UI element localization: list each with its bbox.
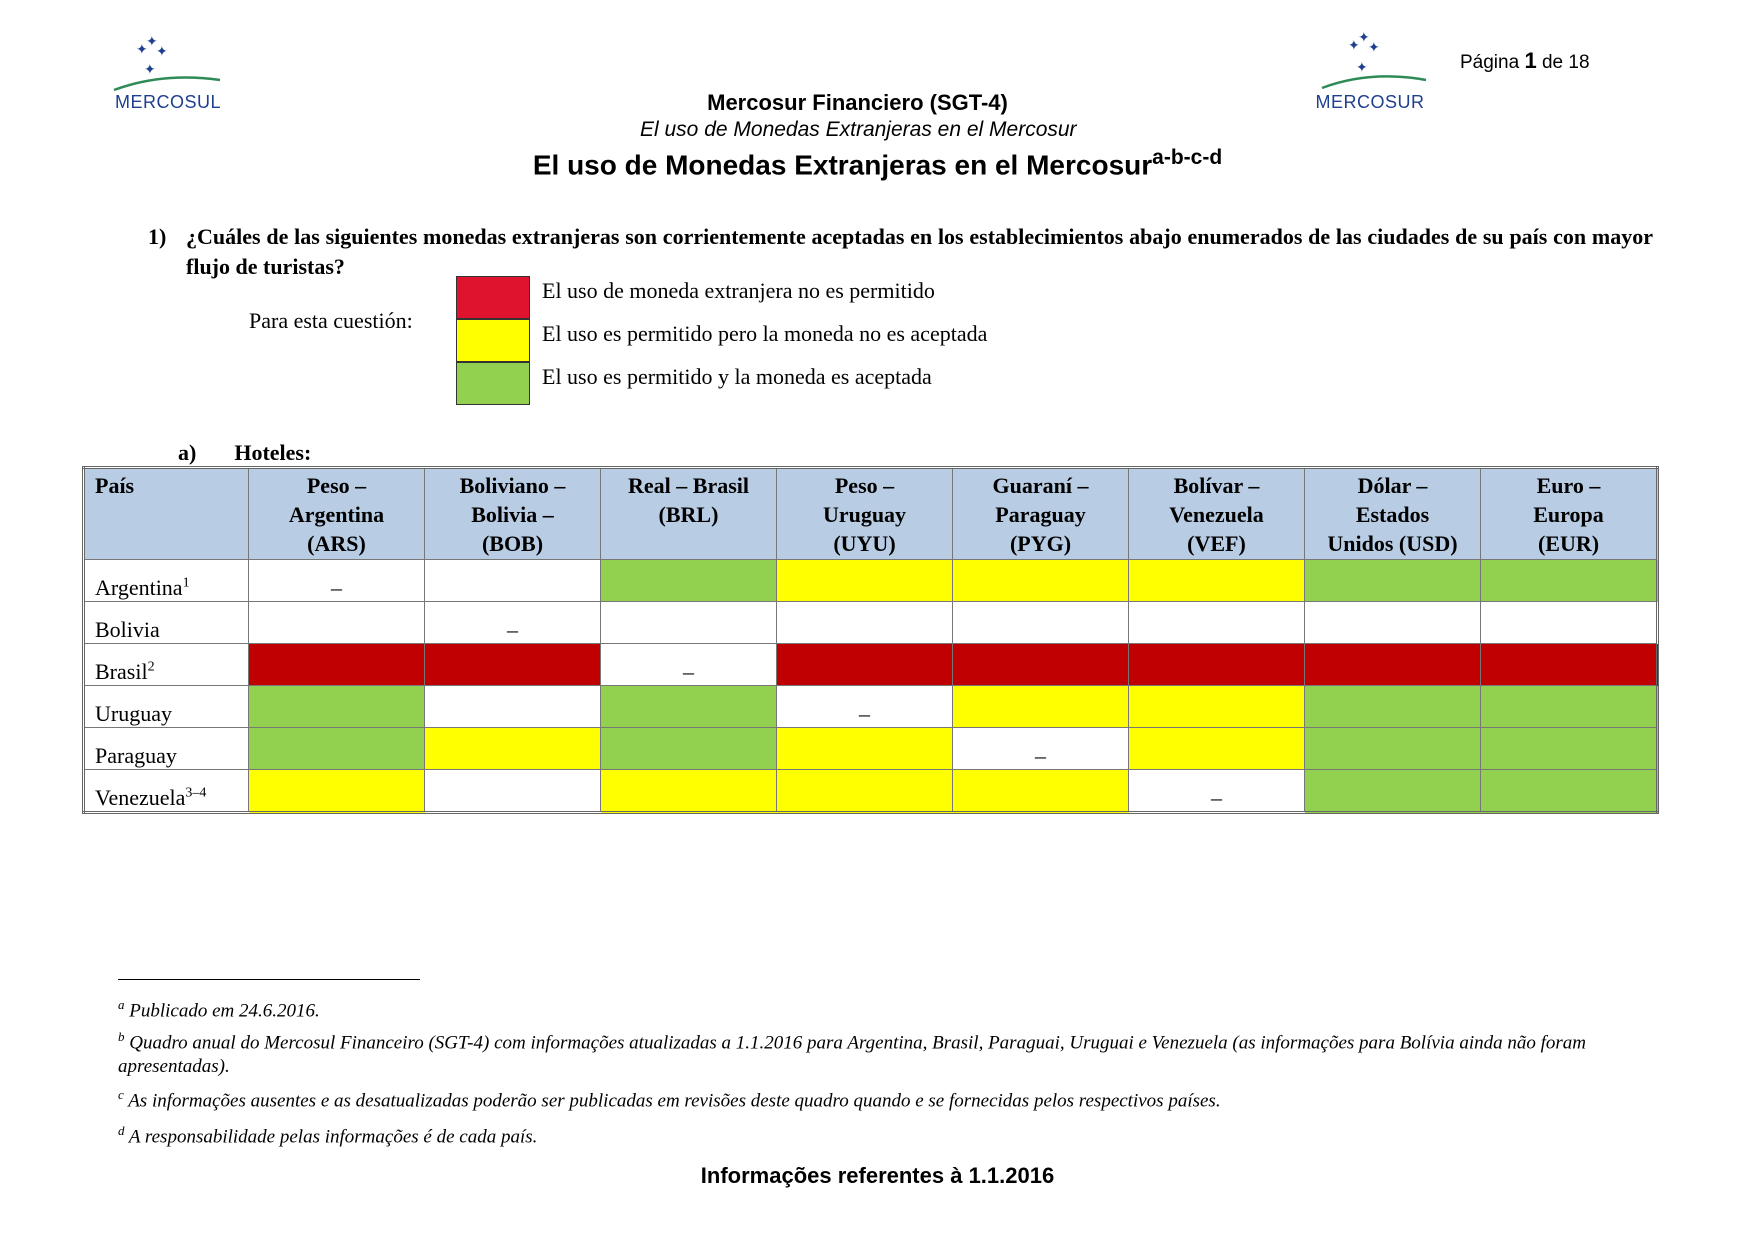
same-currency-dash: – bbox=[683, 659, 694, 684]
country-note: 2 bbox=[147, 659, 155, 675]
table-row bbox=[84, 602, 1658, 644]
status-cell bbox=[953, 602, 1129, 644]
footnote-mark: a bbox=[118, 997, 125, 1012]
country-cell bbox=[84, 644, 249, 686]
header-currency bbox=[425, 468, 601, 560]
country-cell bbox=[84, 560, 249, 602]
svg-text:✦: ✦ bbox=[1368, 41, 1380, 56]
status-cell bbox=[1305, 602, 1481, 644]
status-cell bbox=[777, 602, 953, 644]
country-cell bbox=[84, 602, 249, 644]
status-cell bbox=[1481, 644, 1658, 686]
status-cell bbox=[777, 560, 953, 602]
status-cell bbox=[1481, 560, 1658, 602]
status-cell bbox=[953, 560, 1129, 602]
status-cell bbox=[1305, 728, 1481, 770]
header-line: Boliviano – bbox=[459, 473, 566, 498]
status-cell bbox=[601, 728, 777, 770]
header-line: Bolivia – bbox=[471, 502, 554, 527]
svg-text:✦: ✦ bbox=[146, 35, 158, 50]
header-line: Argentina bbox=[288, 502, 385, 527]
header-currency bbox=[953, 468, 1129, 560]
same-currency-dash: – bbox=[1211, 785, 1222, 810]
header-line: Venezuela bbox=[1169, 502, 1264, 527]
header-line: (EUR) bbox=[1537, 531, 1600, 556]
status-cell bbox=[777, 686, 953, 728]
header-line: (ARS) bbox=[307, 531, 366, 556]
svg-text:✦: ✦ bbox=[144, 63, 156, 78]
header-line: Real – Brasil bbox=[628, 473, 749, 498]
header-currency bbox=[1129, 468, 1305, 560]
country-cell bbox=[84, 728, 249, 770]
status-cell bbox=[249, 770, 425, 813]
footnote bbox=[118, 993, 1648, 1023]
question bbox=[148, 222, 1653, 282]
status-cell bbox=[601, 560, 777, 602]
header-line: (BOB) bbox=[481, 531, 544, 556]
question-text: ¿Cuáles de las siguientes monedas extranjeras son corrientemente aceptadas en los establecimientos abajo enumerados de las ciudades de su país con mayor flujo de turistas? bbox=[186, 224, 1653, 279]
legend-swatch bbox=[456, 362, 530, 405]
status-cell bbox=[601, 644, 777, 686]
header-currency bbox=[777, 468, 953, 560]
legend-text: El uso es permitido pero la moneda no es aceptada bbox=[542, 321, 988, 346]
legend-swatch bbox=[456, 319, 530, 362]
status-cell bbox=[1481, 686, 1658, 728]
header-currency bbox=[249, 468, 425, 560]
table-row bbox=[84, 686, 1658, 728]
footnote-text: As informações ausentes e as desatualizadas poderão ser publicadas em revisões deste quadro quando e se fornecidas pelos respectivos países. bbox=[128, 1090, 1221, 1112]
status-cell bbox=[1129, 644, 1305, 686]
status-cell bbox=[1305, 644, 1481, 686]
footnote bbox=[118, 1119, 1648, 1149]
header-line: Estados bbox=[1355, 502, 1430, 527]
svg-text:✦: ✦ bbox=[1348, 39, 1360, 54]
legend-swatch bbox=[456, 276, 530, 319]
status-cell bbox=[249, 560, 425, 602]
legend-label: Para esta cuestión: bbox=[249, 308, 413, 333]
header-line: Bolívar – bbox=[1173, 473, 1260, 498]
table-row bbox=[84, 728, 1658, 770]
header-line: Euro – bbox=[1536, 473, 1601, 498]
table-row bbox=[84, 644, 1658, 686]
footnote bbox=[118, 1083, 1648, 1113]
footnote-text: Publicado em 24.6.2016. bbox=[129, 1000, 320, 1022]
header-currency bbox=[1481, 468, 1658, 560]
status-cell bbox=[953, 686, 1129, 728]
logo-text: MERCOSUR bbox=[1315, 92, 1425, 112]
status-cell bbox=[425, 644, 601, 686]
header-currency bbox=[601, 468, 777, 560]
country-name: Argentina bbox=[95, 575, 183, 600]
status-cell bbox=[249, 728, 425, 770]
footnote-mark: c bbox=[118, 1087, 124, 1102]
header-line: Paraguay bbox=[995, 502, 1086, 527]
country-cell bbox=[84, 686, 249, 728]
section-heading: a) Hoteles: bbox=[178, 440, 312, 465]
table-header-row bbox=[84, 468, 1658, 560]
question-number: 1) bbox=[148, 224, 167, 249]
org-title: Mercosur Financiero (SGT-4) bbox=[707, 90, 1008, 115]
footer: Informações referentes à 1.1.2016 bbox=[700, 1163, 1055, 1188]
header-line: Peso – bbox=[834, 473, 895, 498]
status-cell bbox=[953, 728, 1129, 770]
status-cell bbox=[425, 770, 601, 813]
status-cell bbox=[249, 602, 425, 644]
status-cell bbox=[1129, 560, 1305, 602]
header-line: Unidos (USD) bbox=[1327, 531, 1458, 556]
country-cell bbox=[84, 770, 249, 813]
status-cell bbox=[249, 686, 425, 728]
country-name: Bolivia bbox=[95, 617, 160, 642]
status-cell bbox=[777, 644, 953, 686]
status-cell bbox=[601, 602, 777, 644]
header-line: (UYU) bbox=[833, 531, 896, 556]
status-cell bbox=[425, 728, 601, 770]
status-cell bbox=[601, 686, 777, 728]
status-cell bbox=[953, 644, 1129, 686]
header-currency bbox=[1305, 468, 1481, 560]
status-cell bbox=[1305, 560, 1481, 602]
header-line: Uruguay bbox=[822, 502, 907, 527]
status-cell bbox=[777, 728, 953, 770]
footnote bbox=[118, 1025, 1648, 1079]
header-line: Peso – bbox=[306, 473, 367, 498]
same-currency-dash: – bbox=[331, 575, 342, 600]
page-number: Página 1 de 18 bbox=[1460, 48, 1590, 73]
header-line: Guaraní – bbox=[992, 473, 1089, 498]
header-subtitle: El uso de Monedas Extranjeras en el Mercosur bbox=[640, 118, 1077, 141]
footnote-divider bbox=[118, 979, 420, 980]
table-row bbox=[84, 770, 1658, 813]
header-line: Europa bbox=[1533, 502, 1604, 527]
status-cell bbox=[249, 644, 425, 686]
status-cell bbox=[601, 770, 777, 813]
svg-text:✦: ✦ bbox=[1356, 61, 1368, 76]
header-line: (BRL) bbox=[658, 502, 719, 527]
status-cell bbox=[1481, 770, 1658, 813]
same-currency-dash: – bbox=[507, 617, 518, 642]
header-country: País bbox=[84, 468, 249, 560]
footnote-mark: b bbox=[118, 1029, 125, 1044]
svg-text:✦: ✦ bbox=[136, 43, 148, 58]
country-name: Paraguay bbox=[95, 743, 177, 768]
header-line: (VEF) bbox=[1187, 531, 1246, 556]
status-cell bbox=[425, 560, 601, 602]
status-cell bbox=[1129, 686, 1305, 728]
legend-text: El uso de moneda extranjera no es permitido bbox=[542, 278, 935, 303]
status-cell bbox=[1129, 770, 1305, 813]
status-cell bbox=[1305, 770, 1481, 813]
country-note: 3–4 bbox=[185, 785, 207, 801]
currency-table bbox=[82, 466, 1659, 814]
status-cell bbox=[1129, 728, 1305, 770]
country-name: Venezuela bbox=[95, 785, 186, 810]
status-cell bbox=[953, 770, 1129, 813]
svg-text:✦: ✦ bbox=[1358, 31, 1370, 46]
footnote-text: A responsabilidade pelas informações é de cada país. bbox=[128, 1126, 538, 1148]
header-line: Dólar – bbox=[1357, 473, 1428, 498]
status-cell bbox=[1481, 602, 1658, 644]
status-cell bbox=[1305, 686, 1481, 728]
status-cell bbox=[1129, 602, 1305, 644]
same-currency-dash: – bbox=[1035, 743, 1046, 768]
page-title: El uso de Monedas Extranjeras en el Mercosur$^{a-b-c-d}$ bbox=[532, 146, 1223, 181]
svg-text:✦: ✦ bbox=[156, 45, 168, 60]
status-cell bbox=[425, 686, 601, 728]
status-cell bbox=[777, 770, 953, 813]
status-cell bbox=[1481, 728, 1658, 770]
same-currency-dash: – bbox=[859, 701, 870, 726]
footnote-mark: d bbox=[118, 1123, 125, 1138]
footnote-text: Quadro anual do Mercosul Financeiro (SGT-4) com informações atualizadas a 1.1.2016 para Argentina, Brasil, Paraguai, Uruguai e Venezuela (as informações para Bolívia ainda não foram apresentadas). bbox=[118, 1032, 1586, 1078]
country-note: 1 bbox=[182, 575, 190, 591]
logo-text: MERCOSUL bbox=[114, 92, 221, 112]
table-row bbox=[84, 560, 1658, 602]
country-name: Brasil bbox=[95, 659, 148, 684]
country-name: Uruguay bbox=[95, 701, 172, 726]
legend-text: El uso es permitido y la moneda es aceptada bbox=[542, 364, 932, 389]
status-cell bbox=[425, 602, 601, 644]
stars-arc-icon bbox=[1310, 26, 1430, 96]
header-line: (PYG) bbox=[1009, 531, 1072, 556]
